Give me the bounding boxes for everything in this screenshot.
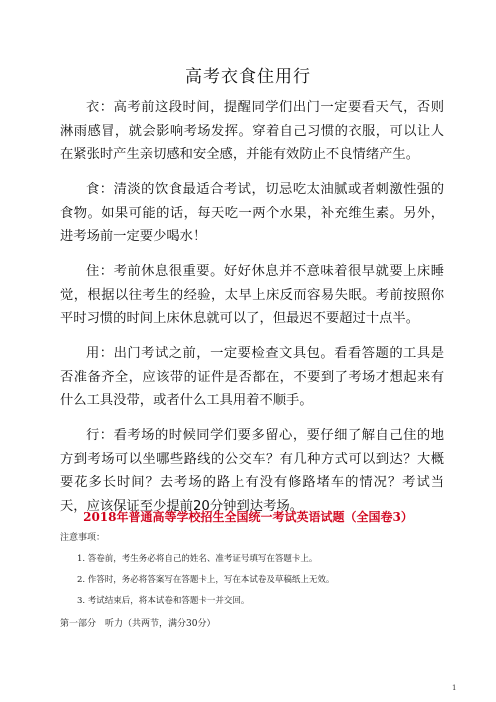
page-title: 高考衣食住用行 — [185, 67, 311, 87]
paragraph-supplies: 用：出门考试之前，一定要检查文具包。看看答题的工具是否准备齐全，应该带的证件是否都在，不要到了考场才想起来有什么工具没带，或者什么工具用着不顺手。 — [60, 346, 444, 408]
page-number: 1 — [452, 684, 457, 692]
paragraph-food: 食：清淡的饮食最适合考试，切忌吃太油腻或者刺激性强的食物。如果可能的话，每天吃一两个水果，补充维生素。另外，进考场前一定要少喝水！ — [60, 182, 444, 244]
section-heading: 第一部分 听力（共两节，满分30分） — [60, 619, 216, 629]
exam-title: 2018年普通高等学校招生全国统一考试英语试题（全国卷3） — [83, 510, 413, 524]
paragraph-housing: 住：考前休息很重要。好好休息并不意味着很早就要上床睡觉，根据以往考生的经验，太早上床反而容易失眠。考前按照你平时习惯的时间上床休息就可以了，但最迟不要超过十点半。 — [60, 264, 444, 326]
note-item: 2. 作答时，务必将答案写在答题卡上，写在本试卷及草稿纸上无效。 — [77, 575, 335, 585]
paragraph-travel: 行：看考场的时候同学们要多留心，要仔细了解自己住的地方到考场可以坐哪些路线的公交车？有几种方式可以到达？大概要花多长时间？去考场的路上有没有修路堵车的情况？考试当天，应该保证至少提前20分钟到达考场。 — [60, 428, 444, 514]
notes-heading: 注意事项： — [60, 533, 106, 543]
note-item: 1. 答卷前，考生务必将自己的姓名、准考证号填写在答题卡上。 — [77, 554, 318, 564]
note-item: 3. 考试结束后，将本试卷和答题卡一并交回。 — [77, 596, 250, 606]
paragraph-clothing: 衣：高考前这段时间，提醒同学们出门一定要看天气，否则淋雨感冒，就会影响考场发挥。穿着自己习惯的衣服，可以让人在紧张时产生亲切感和安全感，并能有效防止不良情绪产生。 — [60, 100, 444, 162]
